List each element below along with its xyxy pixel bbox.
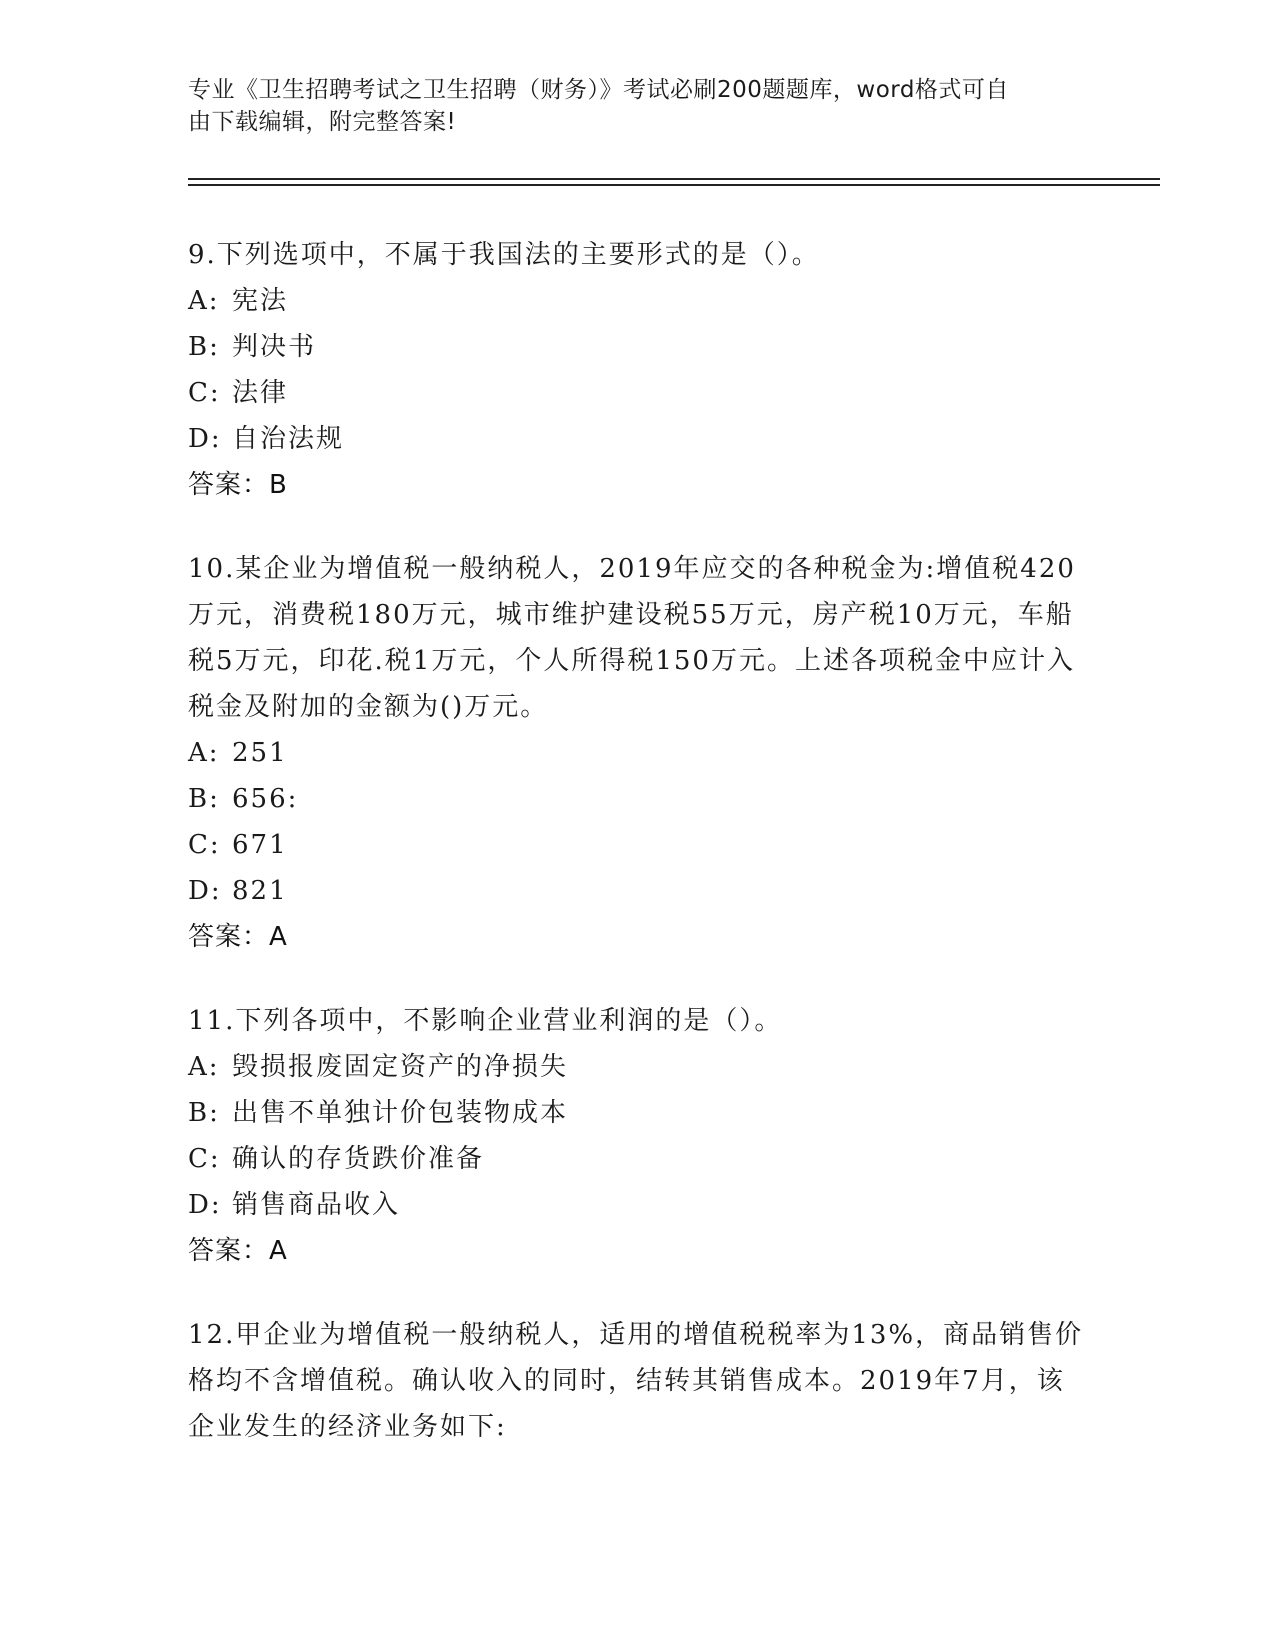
option-letter: A: [188,286,220,316]
question-11 [188,998,1088,1274]
document-header [188,74,1088,138]
header-divider-top [188,178,1160,180]
header-line-1: 专业《卫生招聘考试之卫生招聘（财务）》考试必刷200题题库，word格式可自 [188,77,1009,103]
option-b [188,1090,1088,1136]
option-text: 出售不单独计价包装物成本 [232,1098,569,1128]
option-letter: C: [188,378,221,408]
option-text: 251 [232,738,288,768]
question-12 [188,1312,1088,1450]
option-letter: B: [188,332,220,362]
option-text: 确认的存货跌价准备 [232,1144,485,1174]
option-a [188,730,1088,776]
option-text: 656: [232,784,299,814]
option-text: 判决书 [232,332,317,362]
option-d [188,416,1088,462]
answer: 答案：B [188,470,288,500]
question-10 [188,546,1088,960]
option-letter: A: [188,1052,220,1082]
header-divider-bottom [188,184,1160,186]
option-d [188,1182,1088,1228]
option-letter: B: [188,784,220,814]
header-line-2: 由下载编辑，附完整答案! [188,109,457,135]
option-d [188,868,1088,914]
option-text: 法律 [232,378,289,408]
option-b [188,324,1088,370]
option-letter: D: [188,424,222,454]
option-letter: B: [188,1098,220,1128]
option-text: 自治法规 [232,424,345,454]
option-letter: D: [188,876,222,906]
option-a [188,1044,1088,1090]
question-text: 10.某企业为增值税一般纳税人，2019年应交的各种税金为:增值税420万元，消费税180万元，城市维护建设税55万元，房产税10万元，车船税5万元，印花.税1万元，个人所得税150万元。上述各项税金中应计入税金及附加的金额为()万元。 [188,554,1076,722]
option-text: 毁损报废固定资产的净损失 [232,1052,569,1082]
option-c [188,822,1088,868]
question-text: 11.下列各项中，不影响企业营业利润的是（）。 [188,1006,783,1036]
option-c [188,370,1088,416]
option-letter: A: [188,738,220,768]
question-9 [188,232,1088,508]
question-text: 9.下列选项中，不属于我国法的主要形式的是（）。 [188,240,820,270]
answer: 答案：A [188,922,288,952]
option-letter: C: [188,830,221,860]
question-text: 12.甲企业为增值税一般纳税人，适用的增值税税率为13%，商品销售价格均不含增值税。确认收入的同时，结转其销售成本。2019年7月，该企业发生的经济业务如下: [188,1320,1084,1442]
option-letter: C: [188,1144,221,1174]
question-list [188,232,1088,1488]
answer: 答案：A [188,1236,288,1266]
option-text: 821 [232,876,288,906]
option-text: 销售商品收入 [232,1190,401,1220]
option-text: 宪法 [232,286,289,316]
option-text: 671 [232,830,288,860]
option-b [188,776,1088,822]
option-letter: D: [188,1190,222,1220]
option-a [188,278,1088,324]
option-c [188,1136,1088,1182]
